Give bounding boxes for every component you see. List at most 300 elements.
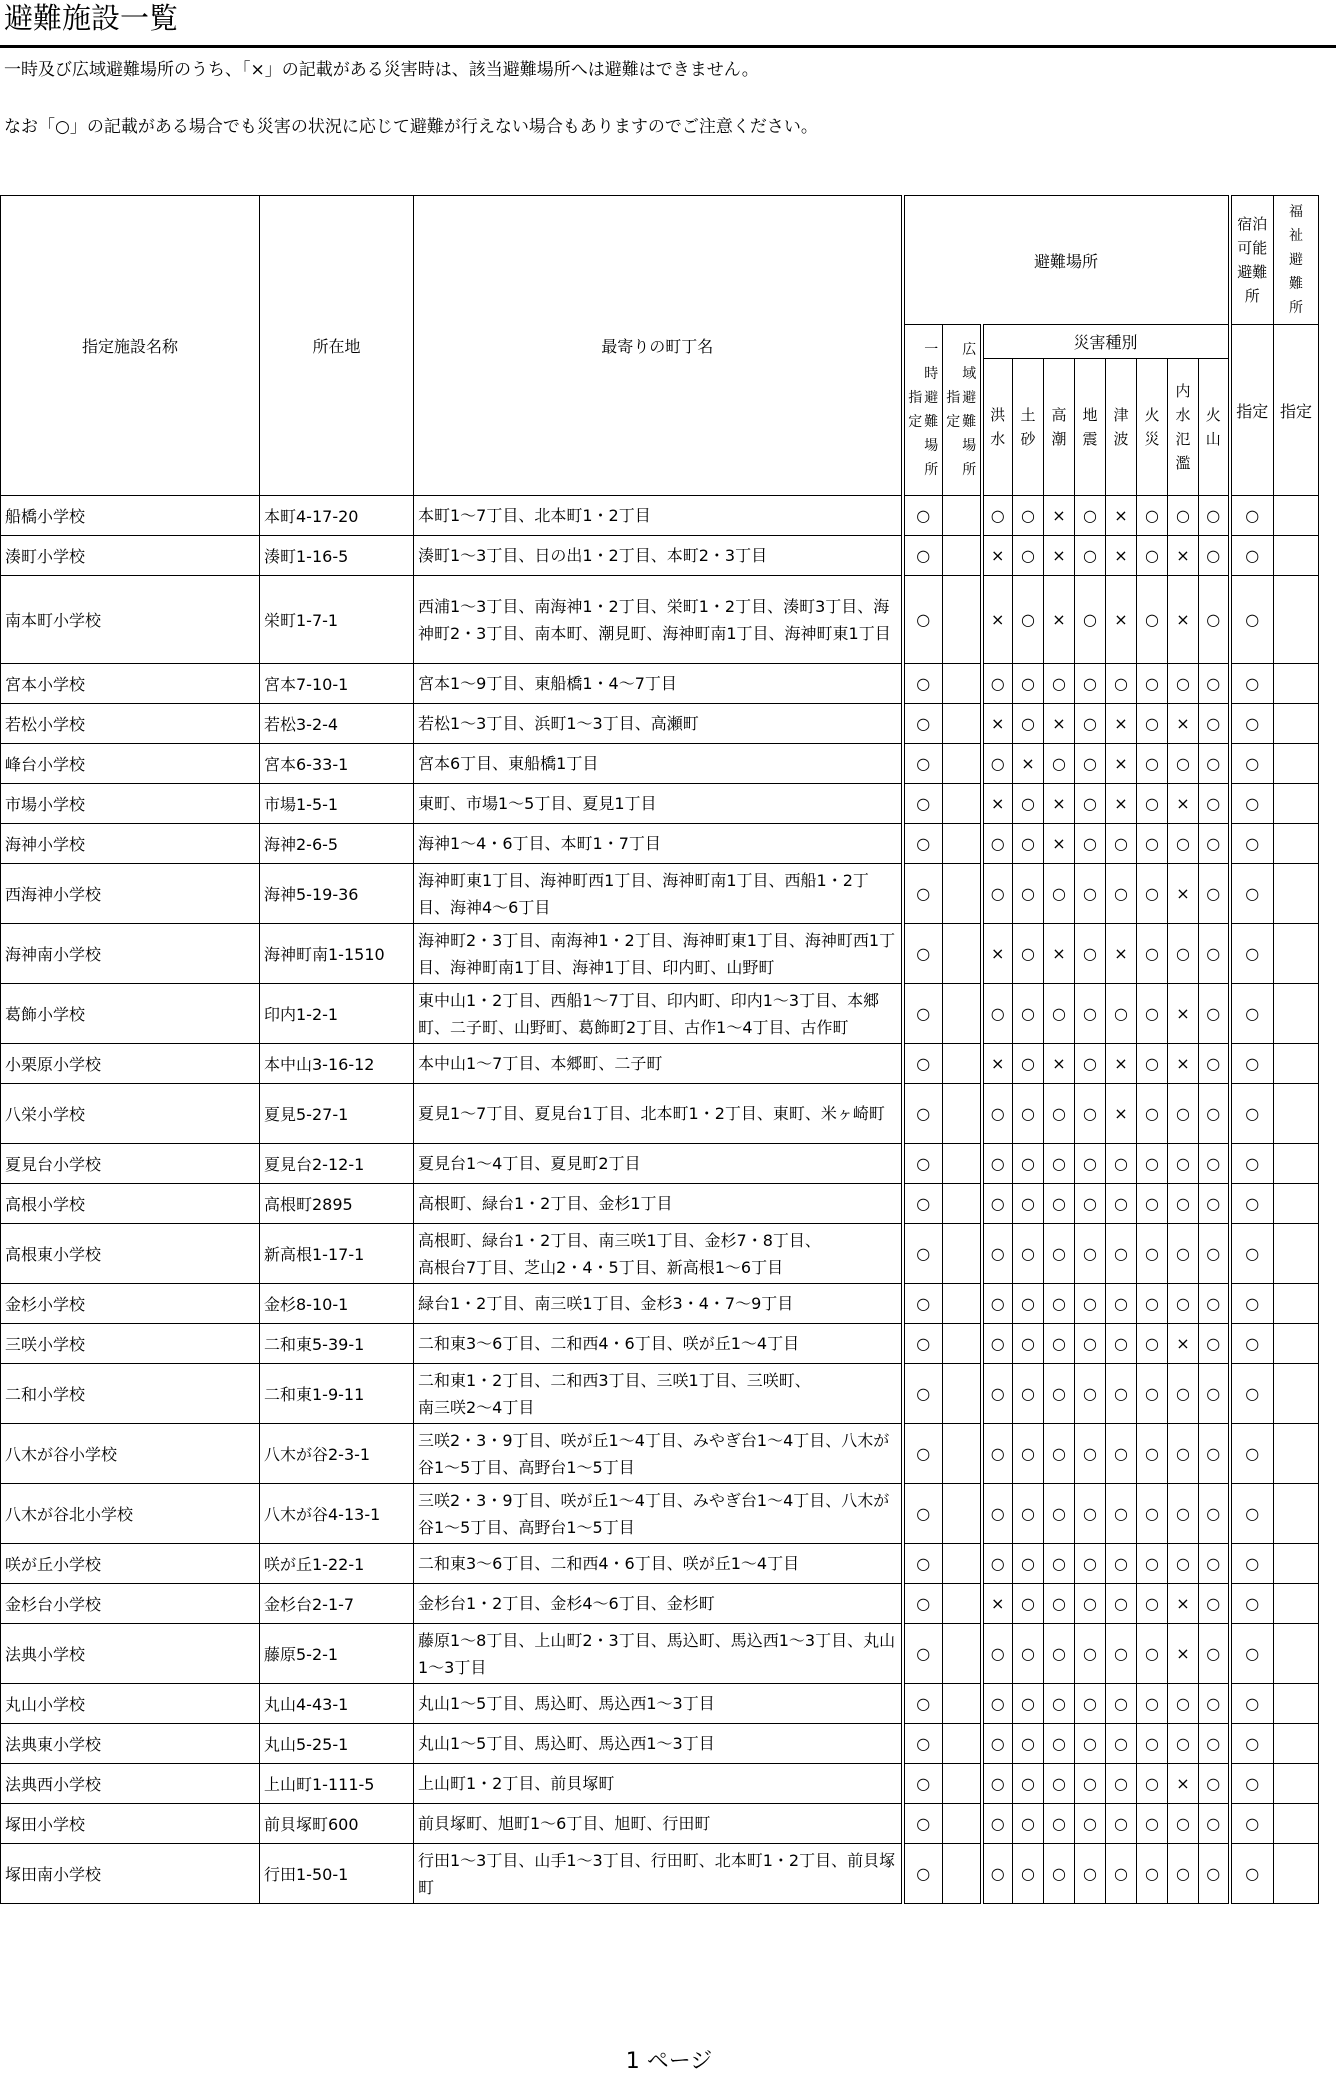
wide-site-mark (943, 536, 982, 576)
disaster-mark: ○ (1013, 924, 1044, 984)
table-row (1, 1044, 1319, 1084)
disaster-mark: ○ (1168, 1724, 1199, 1764)
temp-site-mark: ○ (903, 1184, 943, 1224)
disaster-mark: ○ (1013, 1044, 1044, 1084)
disaster-mark: ○ (1199, 704, 1230, 744)
facility-name: 夏見台小学校 (1, 1144, 260, 1184)
disaster-mark: ○ (1075, 1844, 1106, 1904)
table-row (1, 864, 1319, 924)
facility-address: 金杉8-10-1 (260, 1284, 414, 1324)
welfare-mark (1274, 784, 1319, 824)
disaster-mark: ○ (1137, 784, 1168, 824)
disaster-mark: ○ (1199, 984, 1230, 1044)
disaster-mark: ○ (1199, 1364, 1230, 1424)
nearest-towns: 三咲2・3・9丁目、咲が丘1～4丁目、みやぎ台1～4丁目、八木が谷1～5丁目、高野台1～5丁目 (414, 1424, 903, 1484)
disaster-mark: ○ (1044, 1424, 1075, 1484)
nearest-towns: 宮本6丁目、東船橋1丁目 (414, 744, 903, 784)
disaster-mark: ○ (1075, 1184, 1106, 1224)
welfare-mark (1274, 1324, 1319, 1364)
table-row (1, 704, 1319, 744)
facility-address: 上山町1-111-5 (260, 1764, 414, 1804)
disaster-mark: ○ (982, 744, 1013, 784)
disaster-mark: ○ (1013, 1084, 1044, 1144)
overnight-mark: ○ (1230, 924, 1274, 984)
notice-text-2: なお「○」の記載がある場合でも災害の状況に応じて避難が行えない場合もありますのでご注意ください。 (4, 117, 818, 137)
disaster-mark: × (1168, 1624, 1199, 1684)
disaster-mark: ○ (1199, 784, 1230, 824)
disaster-mark: ○ (1137, 1684, 1168, 1724)
welfare-mark (1274, 744, 1319, 784)
table-row (1, 784, 1319, 824)
disaster-mark: ○ (1106, 1684, 1137, 1724)
disaster-mark: ○ (1013, 824, 1044, 864)
facility-name: 二和小学校 (1, 1364, 260, 1424)
facility-name: 峰台小学校 (1, 744, 260, 784)
nearest-towns: 湊町1～3丁目、日の出1・2丁目、本町2・3丁目 (414, 536, 903, 576)
table-row (1, 1624, 1319, 1684)
disaster-mark: ○ (1168, 1544, 1199, 1584)
disaster-mark: ○ (1168, 1084, 1199, 1144)
disaster-mark: ○ (1106, 1364, 1137, 1424)
disaster-mark: ○ (1075, 1364, 1106, 1424)
wide-site-mark (943, 1484, 982, 1544)
table-row (1, 1684, 1319, 1724)
page-number: 1 ページ (625, 2049, 713, 2074)
nearest-towns: 西浦1～3丁目、南海神1・2丁目、栄町1・2丁目、湊町3丁目、海神町2・3丁目、南本町、潮見町、海神町南1丁目、海神町東1丁目 (414, 576, 903, 664)
disaster-mark: ○ (1199, 1684, 1230, 1724)
header-disaster-3: 地震 (1075, 359, 1106, 496)
overnight-mark: ○ (1230, 1584, 1274, 1624)
wide-site-mark (943, 1724, 982, 1764)
temp-site-mark: ○ (903, 1624, 943, 1684)
welfare-mark (1274, 704, 1319, 744)
temp-site-mark: ○ (903, 984, 943, 1044)
facility-name: 八栄小学校 (1, 1084, 260, 1144)
header-disaster-5: 火災 (1137, 359, 1168, 496)
overnight-mark: ○ (1230, 1544, 1274, 1584)
nearest-towns: 緑台1・2丁目、南三咲1丁目、金杉3・4・7～9丁目 (414, 1284, 903, 1324)
wide-site-mark (943, 864, 982, 924)
disaster-mark: ○ (1013, 1764, 1044, 1804)
disaster-mark: × (1106, 1084, 1137, 1144)
facility-address: 八木が谷4-13-1 (260, 1484, 414, 1544)
welfare-mark (1274, 1584, 1319, 1624)
welfare-mark (1274, 924, 1319, 984)
page-title: 避難施設一覧 (4, 1, 179, 35)
disaster-mark: ○ (1199, 1044, 1230, 1084)
wide-site-mark (943, 824, 982, 864)
wide-site-mark (943, 1284, 982, 1324)
disaster-mark: ○ (1013, 536, 1044, 576)
disaster-mark: ○ (1106, 984, 1137, 1044)
temp-site-mark: ○ (903, 1284, 943, 1324)
wide-site-mark (943, 1624, 982, 1684)
disaster-mark: ○ (1013, 1844, 1044, 1904)
header-disaster-2: 高潮 (1044, 359, 1075, 496)
disaster-mark: ○ (1137, 1084, 1168, 1144)
facility-name: 高根東小学校 (1, 1224, 260, 1284)
disaster-mark: ○ (1137, 1284, 1168, 1324)
disaster-mark: × (1168, 704, 1199, 744)
disaster-mark: × (1044, 536, 1075, 576)
nearest-towns: 海神町2・3丁目、南海神1・2丁目、海神町東1丁目、海神町西1丁目、海神町南1丁目、海神1丁目、印内町、山野町 (414, 924, 903, 984)
table-row (1, 1804, 1319, 1844)
disaster-mark: ○ (1137, 1324, 1168, 1364)
disaster-mark: ○ (982, 1764, 1013, 1804)
disaster-mark: ○ (1075, 1804, 1106, 1844)
disaster-mark: ○ (982, 824, 1013, 864)
temp-site-mark: ○ (903, 1324, 943, 1364)
nearest-towns: 海神1～4・6丁目、本町1・7丁目 (414, 824, 903, 864)
table-row (1, 1584, 1319, 1624)
disaster-mark: ○ (1137, 536, 1168, 576)
temp-site-mark: ○ (903, 1844, 943, 1904)
temp-site-mark: ○ (903, 1764, 943, 1804)
welfare-mark (1274, 864, 1319, 924)
facility-name: 高根小学校 (1, 1184, 260, 1224)
disaster-mark: ○ (1075, 536, 1106, 576)
disaster-mark: ○ (1168, 1144, 1199, 1184)
disaster-mark: ○ (982, 1424, 1013, 1484)
disaster-mark: ○ (1075, 1624, 1106, 1684)
disaster-mark: ○ (1044, 1724, 1075, 1764)
nearest-towns: 上山町1・2丁目、前貝塚町 (414, 1764, 903, 1804)
welfare-mark (1274, 824, 1319, 864)
header-disaster-7: 火山 (1199, 359, 1230, 496)
disaster-mark: × (1044, 1044, 1075, 1084)
header-temp-designated: 指定 (908, 390, 923, 430)
disaster-mark: ○ (1199, 1144, 1230, 1184)
disaster-mark: ○ (1044, 1144, 1075, 1184)
overnight-mark: ○ (1230, 1844, 1274, 1904)
disaster-mark: ○ (1106, 1424, 1137, 1484)
disaster-mark: ○ (982, 864, 1013, 924)
disaster-mark: ○ (1137, 1144, 1168, 1184)
nearest-towns: 二和東3～6丁目、二和西4・6丁目、咲が丘1～4丁目 (414, 1324, 903, 1364)
facility-name: 宮本小学校 (1, 664, 260, 704)
disaster-mark: ○ (1137, 664, 1168, 704)
overnight-mark: ○ (1230, 1424, 1274, 1484)
table-row (1, 1364, 1319, 1424)
disaster-mark: ○ (1075, 1044, 1106, 1084)
facility-address: 市場1-5-1 (260, 784, 414, 824)
overnight-mark: ○ (1230, 1804, 1274, 1844)
disaster-mark: × (982, 1584, 1013, 1624)
disaster-mark: ○ (1075, 1484, 1106, 1544)
header-wide-designated: 指定 (946, 390, 961, 430)
disaster-mark: ○ (1013, 496, 1044, 536)
temp-site-mark: ○ (903, 536, 943, 576)
temp-site-mark: ○ (903, 784, 943, 824)
nearest-towns: 高根町、緑台1・2丁目、南三咲1丁目、金杉7・8丁目、 高根台7丁目、芝山2・4・5丁目、新高根1～6丁目 (414, 1224, 903, 1284)
facility-address: 咲が丘1-22-1 (260, 1544, 414, 1584)
table-row (1, 1844, 1319, 1904)
facility-name: 三咲小学校 (1, 1324, 260, 1364)
disaster-mark: × (1106, 576, 1137, 664)
welfare-mark (1274, 1184, 1319, 1224)
table-row (1, 824, 1319, 864)
facility-address: 海神2-6-5 (260, 824, 414, 864)
disaster-mark: ○ (1199, 864, 1230, 924)
overnight-mark: ○ (1230, 744, 1274, 784)
welfare-mark (1274, 664, 1319, 704)
welfare-mark (1274, 1284, 1319, 1324)
disaster-mark: ○ (1137, 864, 1168, 924)
disaster-mark: ○ (1168, 824, 1199, 864)
temp-site-mark: ○ (903, 1424, 943, 1484)
facility-address: 宮本6-33-1 (260, 744, 414, 784)
disaster-mark: ○ (1106, 1184, 1137, 1224)
welfare-mark (1274, 1044, 1319, 1084)
overnight-mark: ○ (1230, 784, 1274, 824)
disaster-mark: ○ (1137, 1364, 1168, 1424)
welfare-mark (1274, 1724, 1319, 1764)
disaster-mark: ○ (982, 664, 1013, 704)
disaster-mark: ○ (1044, 1224, 1075, 1284)
header-disaster-1: 土砂 (1013, 359, 1044, 496)
table-row (1, 536, 1319, 576)
disaster-mark: ○ (1075, 1084, 1106, 1144)
disaster-mark: × (982, 536, 1013, 576)
wide-site-mark (943, 1324, 982, 1364)
wide-site-mark (943, 1804, 982, 1844)
welfare-mark (1274, 1424, 1319, 1484)
disaster-mark: ○ (1013, 1624, 1044, 1684)
table-row (1, 1324, 1319, 1364)
facility-address: 夏見5-27-1 (260, 1084, 414, 1144)
nearest-towns: 二和東1・2丁目、二和西3丁目、三咲1丁目、三咲町、 南三咲2～4丁目 (414, 1364, 903, 1424)
disaster-mark: ○ (1199, 1484, 1230, 1544)
temp-site-mark: ○ (903, 1544, 943, 1584)
nearest-towns: 丸山1～5丁目、馬込町、馬込西1～3丁目 (414, 1724, 903, 1764)
disaster-mark: ○ (1137, 1724, 1168, 1764)
wide-site-mark (943, 1544, 982, 1584)
welfare-mark (1274, 1684, 1319, 1724)
nearest-towns: 藤原1～8丁目、上山町2・3丁目、馬込町、馬込西1～3丁目、丸山1～3丁目 (414, 1624, 903, 1684)
disaster-mark: × (1044, 496, 1075, 536)
welfare-mark (1274, 1224, 1319, 1284)
nearest-towns: 高根町、緑台1・2丁目、金杉1丁目 (414, 1184, 903, 1224)
disaster-mark: ○ (1137, 984, 1168, 1044)
disaster-mark: ○ (1106, 1584, 1137, 1624)
disaster-mark: ○ (1075, 744, 1106, 784)
disaster-mark: ○ (1137, 1544, 1168, 1584)
disaster-mark: ○ (1106, 864, 1137, 924)
facility-address: 藤原5-2-1 (260, 1624, 414, 1684)
disaster-mark: ○ (1044, 1284, 1075, 1324)
header-address: 所在地 (260, 196, 414, 496)
table-row (1, 1544, 1319, 1584)
disaster-mark: ○ (1199, 1764, 1230, 1804)
header-disaster-4: 津波 (1106, 359, 1137, 496)
disaster-mark: ○ (1044, 744, 1075, 784)
disaster-mark: × (1106, 496, 1137, 536)
overnight-mark: ○ (1230, 1224, 1274, 1284)
disaster-mark: ○ (1013, 864, 1044, 924)
disaster-mark: ○ (982, 1364, 1013, 1424)
wide-site-mark (943, 1844, 982, 1904)
welfare-mark (1274, 1144, 1319, 1184)
overnight-mark: ○ (1230, 1684, 1274, 1724)
wide-site-mark (943, 1424, 982, 1484)
facility-address: 海神5-19-36 (260, 864, 414, 924)
table-row (1, 1144, 1319, 1184)
nearest-towns: 海神町東1丁目、海神町西1丁目、海神町南1丁目、西船1・2丁目、海神4～6丁目 (414, 864, 903, 924)
disaster-mark: ○ (1168, 744, 1199, 784)
disaster-mark: ○ (1199, 1224, 1230, 1284)
facility-address: 金杉台2-1-7 (260, 1584, 414, 1624)
temp-site-mark: ○ (903, 924, 943, 984)
welfare-mark (1274, 576, 1319, 664)
disaster-mark: ○ (1013, 1584, 1044, 1624)
nearest-towns: 夏見1～7丁目、夏見台1丁目、北本町1・2丁目、東町、米ヶ崎町 (414, 1084, 903, 1144)
temp-site-mark: ○ (903, 1084, 943, 1144)
header-disaster-6: 内水氾濫 (1168, 359, 1199, 496)
facility-name: 海神南小学校 (1, 924, 260, 984)
disaster-mark: ○ (1199, 1724, 1230, 1764)
table-row (1, 1484, 1319, 1544)
disaster-mark: ○ (1168, 1804, 1199, 1844)
wide-site-mark (943, 704, 982, 744)
disaster-mark: ○ (1013, 1184, 1044, 1224)
wide-site-mark (943, 744, 982, 784)
disaster-mark: ○ (1137, 1184, 1168, 1224)
disaster-mark: ○ (1199, 1424, 1230, 1484)
disaster-mark: ○ (1075, 864, 1106, 924)
disaster-mark: ○ (1137, 496, 1168, 536)
facility-name: 海神小学校 (1, 824, 260, 864)
overnight-mark: ○ (1230, 1284, 1274, 1324)
temp-site-mark: ○ (903, 1584, 943, 1624)
header-wide-label: 広域避難場所 (962, 342, 977, 478)
overnight-mark: ○ (1230, 1364, 1274, 1424)
disaster-mark: ○ (1075, 924, 1106, 984)
facility-address: 栄町1-7-1 (260, 576, 414, 664)
table-row (1, 576, 1319, 664)
disaster-mark: ○ (1044, 1804, 1075, 1844)
disaster-mark: × (1106, 924, 1137, 984)
table-row (1, 496, 1319, 536)
disaster-mark: ○ (1075, 1724, 1106, 1764)
disaster-mark: ○ (1106, 1284, 1137, 1324)
facility-name: 丸山小学校 (1, 1684, 260, 1724)
disaster-mark: ○ (1137, 1224, 1168, 1284)
disaster-mark: ○ (1137, 1804, 1168, 1844)
disaster-mark: ○ (1106, 1624, 1137, 1684)
facility-name: 法典西小学校 (1, 1764, 260, 1804)
disaster-mark: ○ (1199, 1284, 1230, 1324)
disaster-mark: ○ (1013, 1684, 1044, 1724)
facility-address: 湊町1-16-5 (260, 536, 414, 576)
facility-name: 金杉台小学校 (1, 1584, 260, 1624)
disaster-mark: ○ (1168, 924, 1199, 984)
facility-address: 印内1-2-1 (260, 984, 414, 1044)
disaster-mark: ○ (1013, 704, 1044, 744)
nearest-towns: 行田1～3丁目、山手1～3丁目、行田町、北本町1・2丁目、前貝塚町 (414, 1844, 903, 1904)
wide-site-mark (943, 924, 982, 984)
table-row (1, 984, 1319, 1044)
header-welfare-designated: 指定 (1274, 325, 1319, 496)
nearest-towns: 本町1～7丁目、北本町1・2丁目 (414, 496, 903, 536)
welfare-mark (1274, 1364, 1319, 1424)
welfare-mark (1274, 536, 1319, 576)
title-underline (0, 45, 1336, 48)
disaster-mark: ○ (1168, 1424, 1199, 1484)
disaster-mark: ○ (1044, 1484, 1075, 1544)
nearest-towns: 金杉台1・2丁目、金杉4～6丁目、金杉町 (414, 1584, 903, 1624)
disaster-mark: ○ (982, 1284, 1013, 1324)
facility-address: 前貝塚町600 (260, 1804, 414, 1844)
nearest-towns: 夏見台1～4丁目、夏見町2丁目 (414, 1144, 903, 1184)
table-row (1, 1424, 1319, 1484)
disaster-mark: ○ (1013, 576, 1044, 664)
disaster-mark: × (1168, 864, 1199, 924)
wide-site-mark (943, 576, 982, 664)
facility-address: 若松3-2-4 (260, 704, 414, 744)
temp-site-mark: ○ (903, 1144, 943, 1184)
disaster-mark: ○ (982, 1844, 1013, 1904)
disaster-mark: ○ (1137, 1764, 1168, 1804)
evacuation-facility-table (0, 195, 1319, 1904)
facility-address: 夏見台2-12-1 (260, 1144, 414, 1184)
table-row (1, 1084, 1319, 1144)
disaster-mark: ○ (1106, 1724, 1137, 1764)
temp-site-mark: ○ (903, 704, 943, 744)
disaster-mark: ○ (1044, 864, 1075, 924)
disaster-mark: ○ (1075, 984, 1106, 1044)
facility-name: 西海神小学校 (1, 864, 260, 924)
disaster-mark: ○ (1044, 1184, 1075, 1224)
wide-site-mark (943, 1364, 982, 1424)
facility-name: 金杉小学校 (1, 1284, 260, 1324)
disaster-mark: ○ (1199, 1584, 1230, 1624)
disaster-mark: ○ (1106, 1764, 1137, 1804)
disaster-mark: ○ (1168, 1284, 1199, 1324)
disaster-mark: ○ (1137, 1484, 1168, 1544)
disaster-mark: ○ (1044, 1844, 1075, 1904)
disaster-mark: ○ (1075, 824, 1106, 864)
disaster-mark: ○ (1075, 576, 1106, 664)
overnight-mark: ○ (1230, 1084, 1274, 1144)
welfare-mark (1274, 1624, 1319, 1684)
disaster-mark: ○ (1137, 1424, 1168, 1484)
temp-site-mark: ○ (903, 744, 943, 784)
disaster-mark: ○ (1137, 1584, 1168, 1624)
disaster-mark: ○ (1013, 1224, 1044, 1284)
welfare-mark (1274, 496, 1319, 536)
facility-name: 市場小学校 (1, 784, 260, 824)
disaster-mark: ○ (982, 1624, 1013, 1684)
disaster-mark: ○ (1168, 664, 1199, 704)
disaster-mark: ○ (1106, 1324, 1137, 1364)
facility-name: 塚田南小学校 (1, 1844, 260, 1904)
disaster-mark: × (1168, 1324, 1199, 1364)
disaster-mark: × (1044, 576, 1075, 664)
disaster-mark: ○ (1044, 1684, 1075, 1724)
disaster-mark: × (1044, 784, 1075, 824)
disaster-mark: × (1013, 744, 1044, 784)
disaster-mark: × (982, 704, 1013, 744)
disaster-mark: ○ (1168, 1844, 1199, 1904)
disaster-mark: ○ (1106, 1484, 1137, 1544)
nearest-towns: 前貝塚町、旭町1～6丁目、旭町、行田町 (414, 1804, 903, 1844)
disaster-mark: ○ (1075, 1324, 1106, 1364)
disaster-mark: ○ (1199, 924, 1230, 984)
disaster-mark: ○ (1137, 576, 1168, 664)
welfare-mark (1274, 1804, 1319, 1844)
facility-name: 八木が谷小学校 (1, 1424, 260, 1484)
facility-address: 丸山5-25-1 (260, 1724, 414, 1764)
